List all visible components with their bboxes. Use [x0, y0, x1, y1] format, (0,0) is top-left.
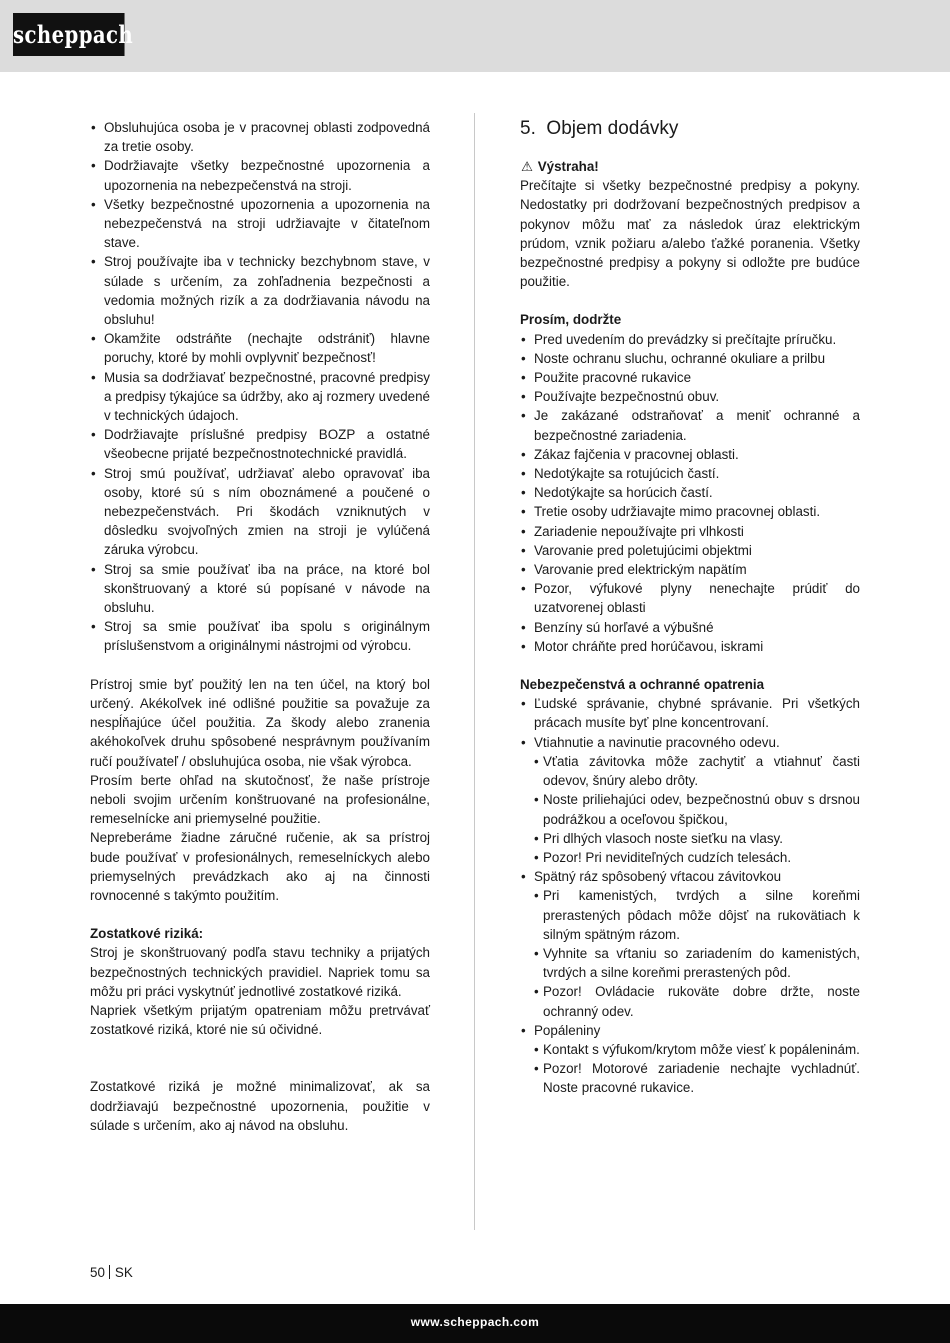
header-bar — [0, 0, 950, 72]
list-item: • Stroj sa smie používať iba spolu s originálnym príslušenstvom a originálnymi nástrojmi od výrobcu. — [90, 617, 430, 655]
list-item: • Používajte bezpečnostnú obuv. — [520, 387, 860, 406]
warning-label: Výstraha! — [537, 159, 599, 174]
sub-list-item: • Vťatia závitovka môže zachytiť a vtiahnuť časti odevov, šnúry alebo drôty. — [534, 752, 860, 790]
brand-logo: scheppach — [13, 13, 125, 56]
residual-risks-paragraph-2: Napriek všetkým prijatým opatreniam môžu pretrvávať zostatkové riziká, ktoré nie sú očividné. — [90, 1002, 430, 1038]
residual-risks-paragraph: Stroj je skonštruovaný podľa stavu techniky a prijatých bezpečnostných technických pravidiel. Napriek tomu sa môžu pri práci vyskytnúť jednotlivé zostatkové riziká. — [90, 945, 430, 999]
sub-list-item: • Pozor! Motorové zariadenie nechajte vychladnúť. Noste pracovné rukavice. — [534, 1059, 860, 1097]
list-item: • Použite pracovné rukavice — [520, 368, 860, 387]
list-item: • Musia sa dodržiavať bezpečnostné, pracovné predpisy a predpisy týkajúce sa údržby, ako aj rozmery uvedené v technických údajoch. — [90, 368, 430, 426]
list-item: • Noste ochranu sluchu, ochranné okuliare a prilbu — [520, 349, 860, 368]
list-item: • Motor chráňte pred horúčavou, iskrami — [520, 637, 860, 656]
list-item: • Všetky bezpečnostné upozornenia a upozornenia na nebezpečenstvá na stroji udržiavajte v čitateľnom stave. — [90, 195, 430, 253]
list-item: • Pred uvedením do prevádzky si prečítajte príručku. — [520, 330, 860, 349]
website-url[interactable]: www.scheppach.com — [410, 1315, 540, 1329]
list-item: • Zákaz fajčenia v pracovnej oblasti. — [520, 445, 860, 464]
minimize-risks-paragraph: Zostatkové riziká je možné minimalizovať, ak sa dodržiavajú bezpečnostné upozornenia, použitie v súlade s určením, ako aj návod na obsluhu. — [90, 1079, 430, 1133]
sub-list-item: • Pozor! Ovládacie rukoväte dobre držte, noste ochranný odev. — [534, 982, 860, 1020]
warning-heading — [520, 157, 860, 176]
residual-risks-heading: Zostatkové riziká: — [90, 926, 204, 942]
list-item: • Varovanie pred poletujúcimi objektmi — [520, 541, 860, 560]
hazard-sublist — [534, 752, 860, 867]
list-item: • Obsluhujúca osoba je v pracovnej oblasti zodpovedná za tretie osoby. — [90, 118, 430, 156]
section-title — [520, 118, 860, 140]
column-divider — [474, 113, 475, 1230]
page-number: 50 — [90, 1265, 105, 1280]
section-title-text: Objem dodávky — [546, 118, 679, 139]
list-item: • Stroj sa smie používať iba na práce, na ktoré bol skonštruovaný a ktoré sú popísané v návode na obsluhu. — [90, 560, 430, 618]
list-item: • Stroj smú používať, udržiavať alebo opravovať iba osoby, ktoré sú s ním oboznámené a poučené o nebezpečenstvách. Pri škodách vzniknutých v dôsledku svojvoľných zmien na stroji je vylúčená záruka výrobcu. — [90, 464, 430, 560]
intended-use-paragraph: Prístroj smie byť použitý len na ten účel, na ktorý bol určený. Akékoľvek iné odlišné použitie sa považuje za nespĺňajúce účel použitia. Za škody alebo zranenia akéhokoľvek druhu spôsobené nesprávnym používaním ručí používateľ / obsluhujúca osoba, nie však výrobca. — [90, 676, 430, 769]
list-item — [520, 1021, 860, 1098]
hazard-text: Spätný ráz spôsobený vŕtacou závitovkou — [534, 869, 782, 885]
please-observe-heading: Prosím, dodržte — [520, 312, 622, 328]
list-item: • Benzíny sú horľavé a výbušné — [520, 618, 860, 637]
list-item: • Zariadenie nepoužívajte pri vlhkosti — [520, 522, 860, 541]
list-item: • Tretie osoby udržiavajte mimo pracovnej oblasti. — [520, 502, 860, 521]
safety-rules-list — [90, 118, 430, 656]
sub-list-item: • Vyhnite sa vŕtaniu so zariadením do kamenistých, tvrdých a silne koreňmi prerastených pôd. — [534, 944, 860, 982]
professional-use-paragraph: Prosím berte ohľad na skutočnosť, že naše prístroje neboli svojim určením konštruované na profesionálne, remeselnícke ani priemyselné použitie. — [90, 772, 430, 827]
hazard-text: Popáleniny — [534, 1022, 601, 1038]
footer-bar — [0, 1304, 950, 1343]
warning-text: Prečítajte si všetky bezpečnostné predpisy a pokyny. Nedostatky pri dodržovaní bezpečnostných predpisov a pokynov môžu mať za následok úraz elektrickým prúdom, vznik požiaru a/alebo ťažké poranenia. Všetky bezpečnostné predpisy a pokyny si odložte pre budúce použitie. — [520, 178, 860, 290]
list-item: • Varovanie pred elektrickým napätím — [520, 560, 860, 579]
list-item: • Okamžite odstráňte (nechajte odstrániť) hlavne poruchy, ktoré by mohli ovplyvniť bezpečnosť! — [90, 329, 430, 367]
list-item — [520, 733, 860, 867]
list-item — [520, 694, 860, 732]
page-footer-label — [90, 1265, 133, 1281]
hazards-list — [520, 694, 860, 1097]
warning-triangle-icon: ⚠ — [520, 159, 533, 174]
hazard-sublist — [534, 1040, 860, 1098]
sub-list-item: • Pri kamenistých, tvrdých a silne koreňmi prerastených pôdach môže dôjsť na rukovätiach k silným spätným rázom. — [534, 886, 860, 944]
warranty-paragraph: Nepreberáme žiadne záručné ručenie, ak sa prístroj bude používať v profesionálnych, remeselníckych alebo priemyselných prevádzkach ako aj na činnosti rovnocenné s takýmto použitím. — [90, 830, 430, 903]
list-item: • Dodržiavajte všetky bezpečnostné upozornenia a upozornenia na nebezpečenstvá na stroji. — [90, 156, 430, 194]
hazard-text: Vtiahnutie a navinutie pracovného odevu. — [534, 734, 780, 750]
list-item: • Nedotýkajte sa horúcich častí. — [520, 483, 860, 502]
hazard-sublist — [534, 886, 860, 1020]
section-number: 5. — [520, 118, 536, 139]
right-column — [520, 118, 860, 1098]
sub-list-item: • Pozor! Pri neviditeľných cudzích telesách. — [534, 848, 860, 867]
list-item: • Pozor, výfukové plyny nenechajte prúdiť do uzatvorenej oblasti — [520, 579, 860, 617]
sub-list-item: • Pri dlhých vlasoch noste sieťku na vlasy. — [534, 829, 860, 848]
please-observe-list — [520, 330, 860, 656]
list-item: • Dodržiavajte príslušné predpisy BOZP a ostatné všeobecne prijaté bezpečnostnotechnické pravidlá. — [90, 425, 430, 463]
footer-separator — [109, 1265, 110, 1279]
language-code: SK — [114, 1265, 133, 1280]
list-item: • Stroj používajte iba v technicky bezchybnom stave, v súlade s určením, za zohľadnenia bezpečnosti a vedomia možných rizík a za dodržiavania návodu na obsluhu! — [90, 252, 430, 329]
list-item: • Je zakázané odstraňovať a meniť ochranné a bezpečnostné zariadenia. — [520, 406, 860, 444]
sub-list-item: • Noste priliehajúci odev, bezpečnostnú obuv s drsnou podrážkou a oceľovou špičkou, — [534, 790, 860, 828]
hazard-text: Ľudské správanie, chybné správanie. Pri všetkých prácach musíte byť plne koncentrovaní. — [534, 696, 860, 731]
hazards-heading: Nebezpečenstvá a ochranné opatrenia — [520, 677, 765, 693]
sub-list-item: • Kontakt s výfukom/krytom môže viesť k popáleninám. — [534, 1040, 860, 1059]
list-item — [520, 867, 860, 1021]
list-item: • Nedotýkajte sa rotujúcich častí. — [520, 464, 860, 483]
left-column — [90, 118, 430, 1135]
